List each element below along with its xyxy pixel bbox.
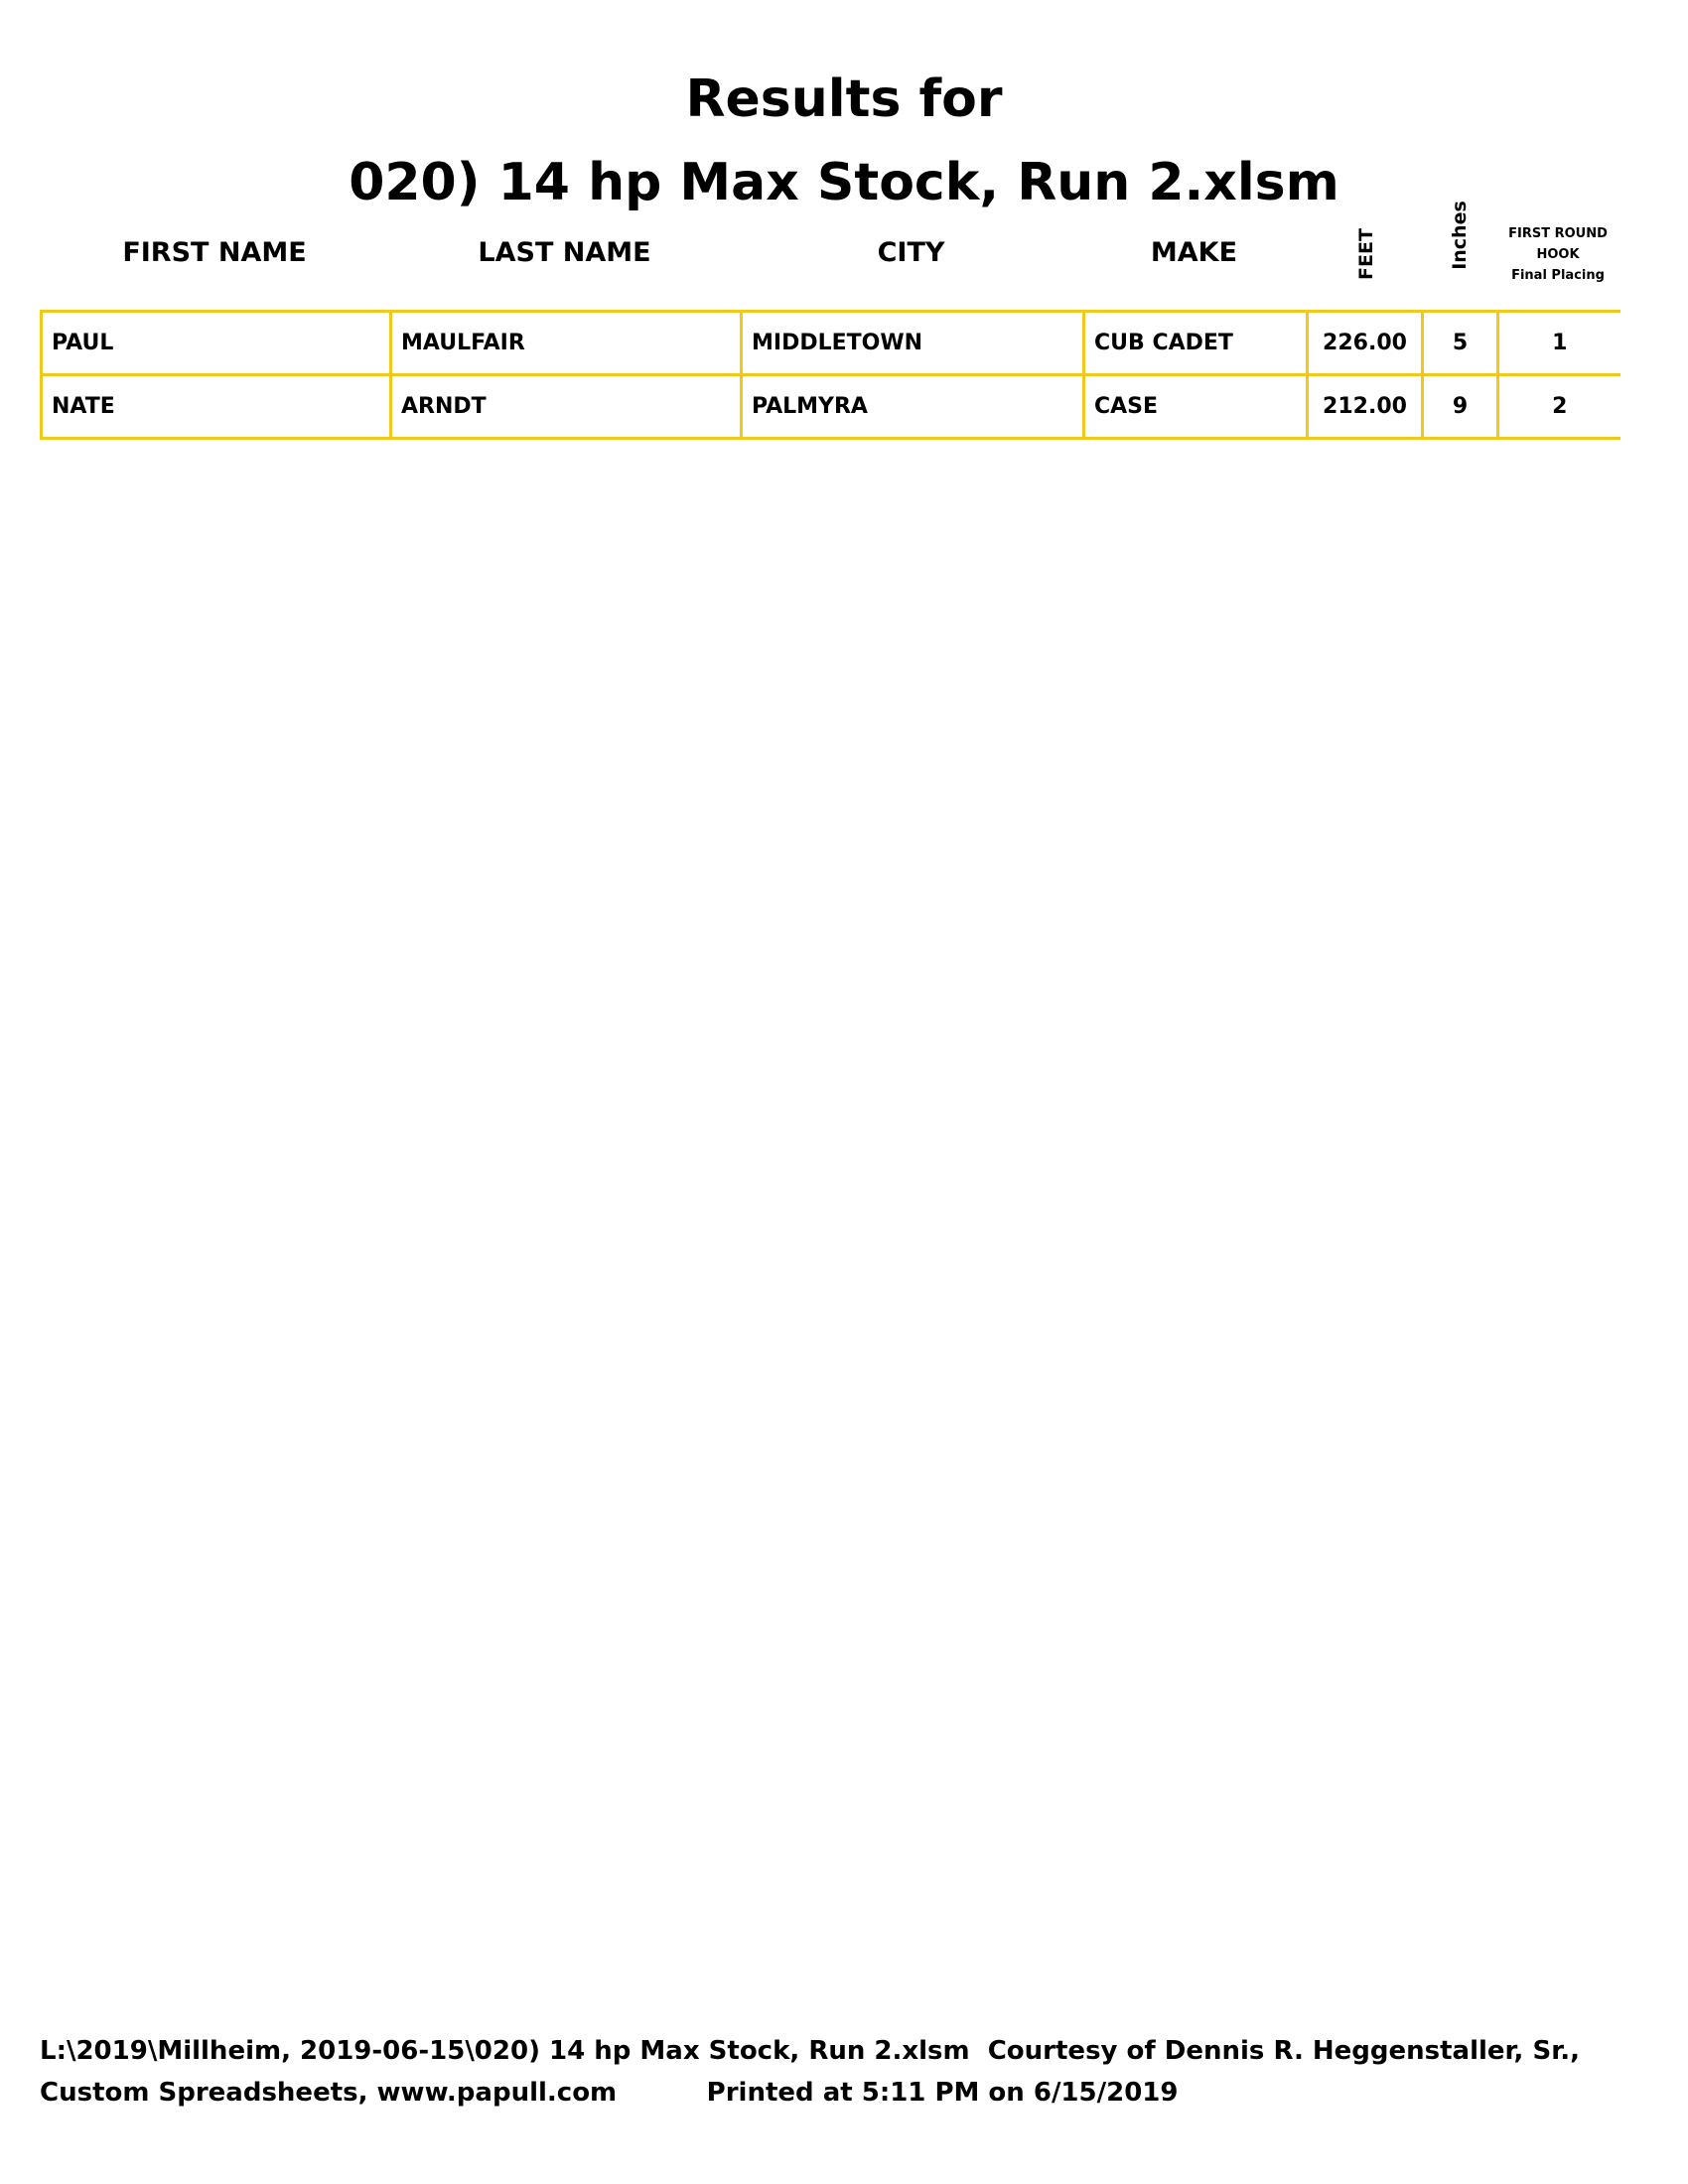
cell-inches: 5 [1423, 312, 1498, 375]
header-first-round-line3: Final Placing [1511, 268, 1605, 283]
results-table [40, 310, 1620, 440]
cell-city: PALMYRA [742, 375, 1084, 439]
cell-placing: 1 [1498, 312, 1620, 375]
cell-last-name: ARNDT [391, 375, 742, 439]
page-subtitle: 020) 14 hp Max Stock, Run 2.xlsm [349, 153, 1339, 212]
header-first-round-line2: HOOK [1536, 247, 1580, 262]
cell-first-name: NATE [42, 375, 391, 439]
page-title: Results for [685, 69, 1003, 129]
header-first-round-line1: FIRST ROUND [1508, 226, 1608, 241]
header-feet: FEET [1355, 228, 1377, 280]
header-inches: Inches [1449, 201, 1471, 270]
header-first-round-hook [1497, 223, 1618, 286]
cell-first-name: PAUL [42, 312, 391, 375]
cell-feet: 212.00 [1308, 375, 1423, 439]
cell-inches: 9 [1423, 375, 1498, 439]
header-make: MAKE [1150, 237, 1238, 268]
footer-print-info: Custom Spreadsheets, www.papull.com Printed at 5:11 PM on 6/15/2019 [40, 2078, 1179, 2108]
header-last-name: LAST NAME [478, 237, 651, 268]
header-first-name: FIRST NAME [122, 237, 307, 268]
cell-placing: 2 [1498, 375, 1620, 439]
header-city: CITY [877, 237, 945, 268]
cell-feet: 226.00 [1308, 312, 1423, 375]
cell-make: CASE [1084, 375, 1308, 439]
cell-last-name: MAULFAIR [391, 312, 742, 375]
footer-file-path: L:\2019\Millheim, 2019-06-15\020) 14 hp Max Stock, Run 2.xlsm Courtesy of Dennis R. Heggenstaller, Sr., [40, 2036, 1581, 2066]
cell-make: CUB CADET [1084, 312, 1308, 375]
cell-city: MIDDLETOWN [742, 312, 1084, 375]
table-row [42, 312, 1620, 375]
table-row [42, 375, 1620, 439]
